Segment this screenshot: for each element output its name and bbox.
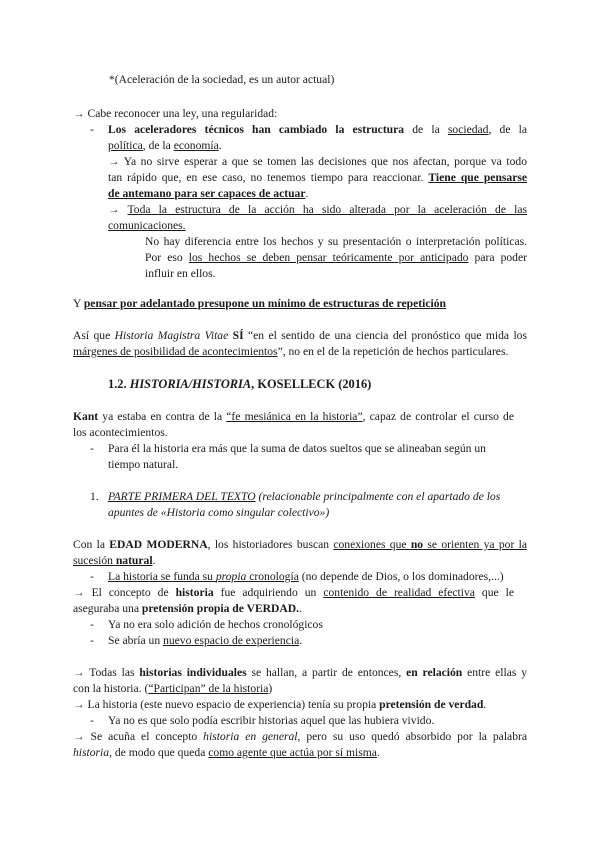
experience-space-line: Se abría un nuevo espacio de experiencia. <box>108 634 303 647</box>
bullet-dash: - <box>90 634 94 647</box>
magistra-line-2: márgenes de posibilidad de acontecimientos”, no en el de la repetición de hechos particulares. <box>73 345 509 358</box>
note-line: *(Aceleración de la sociedad, es un autor actual) <box>109 73 335 86</box>
no-wait-line-3: de antemano para ser capaces de actuar. <box>108 187 309 200</box>
individual-histories-line-2: con la historia. (“Participan” de la historia) <box>73 682 273 695</box>
modern-age-line-2: sucesión natural. <box>73 554 156 567</box>
no-difference-line: No hay diferencia entre los hechos y su presentación o interpretación políticas. <box>145 235 527 248</box>
kant-line-2: los acontecimientos. <box>73 426 168 439</box>
section-heading: 1.2. HISTORIA/HISTORIA, KOSELLECK (2016) <box>108 377 372 391</box>
action-structure-line-1: → Toda la estructura de la acción ha sido alterada por la aceleración de las <box>108 203 527 216</box>
kant-bullet-line-2: tiempo natural. <box>108 458 179 471</box>
individual-histories-line-1: → Todas las historias individuales se hallan, a partir de entonces, en relación entre ellas y <box>73 666 527 679</box>
therefore-line: Por eso los hechos se deben pensar teóricamente por anticipado para poder <box>145 251 527 264</box>
accelerators-line-2: política, de la economía. <box>108 139 222 152</box>
truth-claim-line: → La historia (este nuevo espacio de experiencia) tenía su propia pretensión de verdad. <box>73 698 487 711</box>
part-number: 1. <box>90 490 99 503</box>
action-structure-line-2: comunicaciones. <box>108 219 186 232</box>
bullet-dash: - <box>90 123 94 136</box>
modern-age-line-1: Con la EDAD MODERNA, los historiadores buscan conexiones que no se orienten ya por la <box>73 538 527 551</box>
repetition-structures-line: Y pensar por adelantado presupone un mínimo de estructuras de repetición <box>73 297 446 310</box>
bullet-dash: - <box>90 442 94 455</box>
part-title-line-2: apuntes de «Historia como singular colectivo») <box>108 506 330 519</box>
bullet-dash: - <box>90 618 94 631</box>
no-wait-line-1: → Ya no sirve esperar a que se tomen las decisiones que nos afectan, porque va todo <box>108 155 527 168</box>
bullet-dash: - <box>90 570 94 583</box>
kant-line-1: Kant ya estaba en contra de la “fe mesiánica en la historia”, capaz de controlar el curso de <box>73 410 514 423</box>
general-history-line-1: → Se acuña el concepto historia en general, pero su uso quedó absorbido por la palabra <box>73 730 528 743</box>
kant-bullet-line-1: Para él la historia era más que la suma de datos sueltos que se alineaban según un <box>108 442 486 455</box>
magistra-line-1: Así que Historia Magistra Vitae SÍ “en el sentido de una ciencia del pronóstico que mida los <box>73 329 527 342</box>
no-wait-line-2: tan rápido que, en ese caso, no tenemos tiempo para reaccionar. Tiene que pensarse <box>108 171 527 184</box>
bullet-dash: - <box>90 714 94 727</box>
regularity-intro: → Cabe reconocer una ley, una regularidad: <box>73 107 278 120</box>
history-concept-line-2: aseguraba una pretensión propia de VERDAD.. <box>73 602 302 615</box>
general-history-line-2: historia, de modo que queda como agente que actúa por sí misma. <box>73 746 380 759</box>
chronological-facts-line: Ya no era solo adición de hechos cronológicos <box>108 618 323 631</box>
own-chronology-line: La historia se funda su propia cronología (no depende de Dios, o los dominadores,...) <box>108 570 504 583</box>
lived-history-line: Ya no es que solo podía escribir historias aquel que las hubiera vivido. <box>108 714 435 727</box>
influence-line: influir en ellos. <box>145 267 216 280</box>
history-concept-line-1: → El concepto de historia fue adquiriendo un contenido de realidad efectiva que le <box>73 586 515 599</box>
part-title-line-1: PARTE PRIMERA DEL TEXTO (relacionable principalmente con el apartado de los <box>108 490 501 503</box>
accelerators-line-1: Los aceleradores técnicos han cambiado la estructura de la sociedad, de la <box>108 123 527 136</box>
